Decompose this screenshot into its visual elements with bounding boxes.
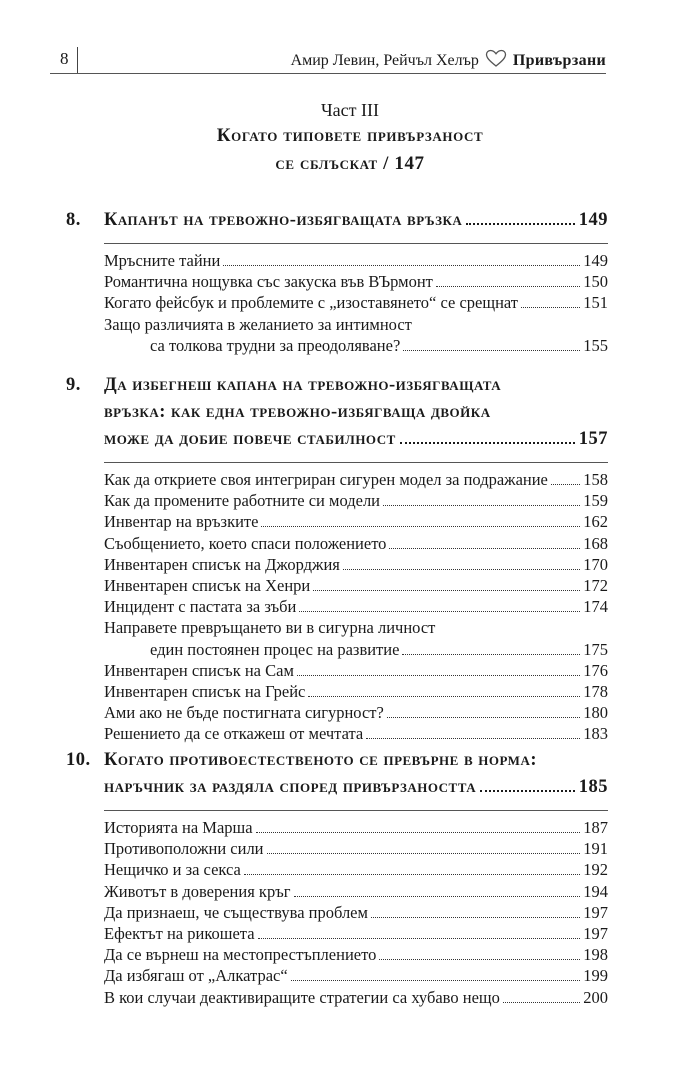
toc-entry-page: 172 [583, 576, 608, 595]
toc-entry-page: 150 [583, 272, 608, 292]
section-rule [104, 810, 608, 811]
leader-dots [313, 576, 580, 591]
toc-entry [104, 555, 608, 575]
toc-entry [104, 534, 608, 554]
toc-entry-page: 170 [583, 554, 608, 574]
toc-entry-page: 162 [583, 512, 608, 532]
leader-dots [297, 661, 580, 676]
toc-entry-text: са толкова трудни за преодоляване? [150, 335, 401, 355]
toc-entry-text: Инвентар на връзките [104, 512, 259, 532]
toc-entry-text: Съобщението, което спаси положението [104, 533, 387, 553]
leader-dots [521, 293, 580, 308]
leader-dots [436, 272, 580, 287]
toc-entry [104, 315, 608, 335]
toc-entry [104, 512, 608, 532]
toc-entry [104, 576, 608, 596]
header-book-title: Привързани [512, 52, 606, 69]
toc-entry-page: 175 [583, 639, 608, 659]
leader-dots [366, 724, 580, 739]
leader-dots [291, 966, 581, 981]
toc-entry-text: Решението да се откажеш от мечтата [104, 724, 364, 744]
toc-entry [104, 597, 608, 617]
leader-dots [371, 903, 580, 918]
chapter-title-last: Капанът на тревожно-избягващата връзка [104, 210, 463, 230]
chapter-title-line [66, 429, 608, 453]
leader-dots [256, 818, 581, 833]
toc-entry-page: 192 [583, 860, 608, 880]
leader-dots [480, 777, 575, 792]
chapter-number: 8. [66, 210, 81, 230]
leader-dots [299, 597, 580, 612]
toc-entry-page: 194 [583, 881, 608, 901]
leader-dots [261, 512, 580, 527]
leader-dots [503, 988, 580, 1003]
leader-dots [223, 251, 580, 266]
toc-entry-text: Ефектът на рикошета [104, 924, 255, 943]
leader-dots [379, 945, 580, 960]
toc-entry [104, 491, 608, 511]
leader-dots [403, 336, 580, 351]
chapter-number: 10. [66, 750, 91, 770]
section-rule [104, 462, 608, 463]
toc-entry-page: 158 [583, 470, 608, 489]
chapter-title-text: Когато противоестественото се превърне в норма: [104, 750, 537, 770]
toc-entry-page: 198 [583, 945, 608, 965]
toc-entry-text: Нещичко и за секса [104, 860, 241, 880]
section-rule [104, 243, 608, 244]
leader-dots [258, 924, 581, 939]
chapter-title-line [66, 777, 608, 801]
chapter-title-text [104, 429, 608, 450]
chapter-title-last: може да добие повече стабилност [104, 429, 396, 449]
part-title-line1: Когато типовете привързаност [216, 125, 484, 146]
toc-entry-page: 155 [583, 335, 608, 355]
toc-entry-page: 183 [583, 724, 608, 744]
toc-entry [104, 882, 608, 902]
chapter-title-text: Да избегнеш капана на тревожно-избягващата [104, 375, 502, 395]
toc-entry-text: Как да промените работните си модели [104, 491, 381, 511]
toc-entry-page: 180 [583, 703, 608, 723]
chapter-page: 149 [578, 210, 608, 230]
toc-entry [104, 839, 608, 859]
toc-entry-text: Направете превръщането ви в сигурна личност [104, 618, 436, 638]
toc-entry [104, 945, 608, 965]
leader-dots [466, 210, 574, 225]
toc-entry-text: Инцидент с пастата за зъби [104, 597, 297, 617]
toc-entry [104, 640, 608, 660]
toc-entry [104, 860, 608, 880]
toc-entry-page: 159 [583, 491, 608, 511]
chapter-page: 157 [578, 429, 608, 449]
toc-entry-page: 174 [583, 597, 608, 617]
heart-outline-icon [485, 49, 507, 73]
running-header [50, 47, 606, 74]
toc-entry-text: Противоположни сили [104, 839, 264, 859]
toc-entry-text: Да признаеш, че съществува проблем [104, 902, 368, 922]
toc-entry-text: Мръсните тайни [104, 251, 221, 270]
toc-entry [104, 988, 608, 1008]
chapter-title-text [104, 210, 608, 231]
toc-entry [104, 618, 608, 638]
toc-entry-page: 200 [583, 987, 608, 1007]
toc-entry-page: 149 [583, 251, 608, 270]
leader-dots [343, 555, 580, 570]
chapter-page: 185 [578, 777, 608, 797]
toc-entry-text: Когато фейсбук и проблемите с „изоставянето“ се срещнат [104, 293, 519, 313]
leader-dots [267, 839, 581, 854]
toc-entry-text: Как да откриете своя интегриран сигурен модел за подражание [104, 470, 548, 489]
leader-dots [244, 860, 580, 875]
toc-entry-page: 178 [583, 682, 608, 701]
toc-entry-text: В кои случаи деактивиращите стратегии са хубаво нещо [104, 987, 500, 1007]
leader-dots [402, 640, 580, 655]
toc-entry [104, 470, 608, 490]
toc-entry [104, 272, 608, 292]
toc-entry [104, 682, 608, 702]
leader-dots [400, 429, 575, 444]
toc-entry-text: Инвентарен списък на Хенри [104, 576, 311, 595]
toc-entry-text: Инвентарен списък на Сам [104, 660, 294, 680]
toc-entry [104, 924, 608, 944]
chapter-title-last: наръчник за раздяла според привързаността [104, 777, 477, 797]
leader-dots [551, 470, 580, 485]
toc-entry-page: 151 [583, 293, 608, 313]
toc-entry-text: Да се върнеш на местопрестъплението [104, 945, 377, 965]
chapter-title-text [104, 777, 608, 798]
toc-entry [104, 703, 608, 723]
toc-entry [104, 903, 608, 923]
part-label: Част III [320, 100, 380, 120]
toc-entry [104, 336, 608, 356]
toc-entry [104, 724, 608, 744]
toc-entry-page: 197 [583, 902, 608, 922]
leader-dots [308, 682, 580, 697]
toc-entry-page: 197 [583, 924, 608, 943]
toc-entry-text: един постоянен процес на развитие [150, 639, 400, 659]
leader-dots [294, 882, 581, 897]
toc-entry-page: 168 [583, 533, 608, 553]
toc-entry-text: Инвентарен списък на Грейс [104, 682, 306, 701]
header-authors: Амир Левин, Рейчъл Хелър [290, 52, 479, 69]
header-separator [77, 47, 78, 73]
toc-entry-page: 176 [583, 660, 608, 680]
toc-entry-text: Ами ако не бъде постигната сигурност? [104, 703, 384, 723]
toc-entry-page: 187 [583, 818, 608, 837]
toc-entry-page: 191 [583, 839, 608, 859]
leader-dots [383, 491, 580, 506]
chapter-title-text: връзка: как една тревожно-избягваща двойка [104, 402, 491, 422]
toc-entry-text: Защо различията в желанието за интимност [104, 314, 412, 334]
toc-entry [104, 818, 608, 838]
toc-entry-text: Историята на Марша [104, 818, 253, 837]
toc-entry-text: Животът в доверения кръг [104, 881, 291, 901]
chapter-title-line [66, 210, 608, 234]
toc-entry [104, 661, 608, 681]
part-title-line2: се сблъскат / 147 [275, 153, 425, 174]
leader-dots [387, 703, 580, 718]
toc-entry-text: Да избягаш от „Алкатрас“ [104, 966, 288, 986]
page-number: 8 [60, 49, 69, 68]
running-head [291, 49, 606, 73]
toc-entry-page: 199 [583, 966, 608, 986]
toc-entry-text: Инвентарен списък на Джорджия [104, 554, 340, 574]
toc-entry-text: Романтична нощувка със закуска във ВЪрмонт [104, 272, 433, 292]
toc-entry [104, 966, 608, 986]
chapter-number: 9. [66, 375, 81, 395]
toc-entry [104, 293, 608, 313]
leader-dots [389, 534, 580, 549]
toc-entry [104, 251, 608, 271]
